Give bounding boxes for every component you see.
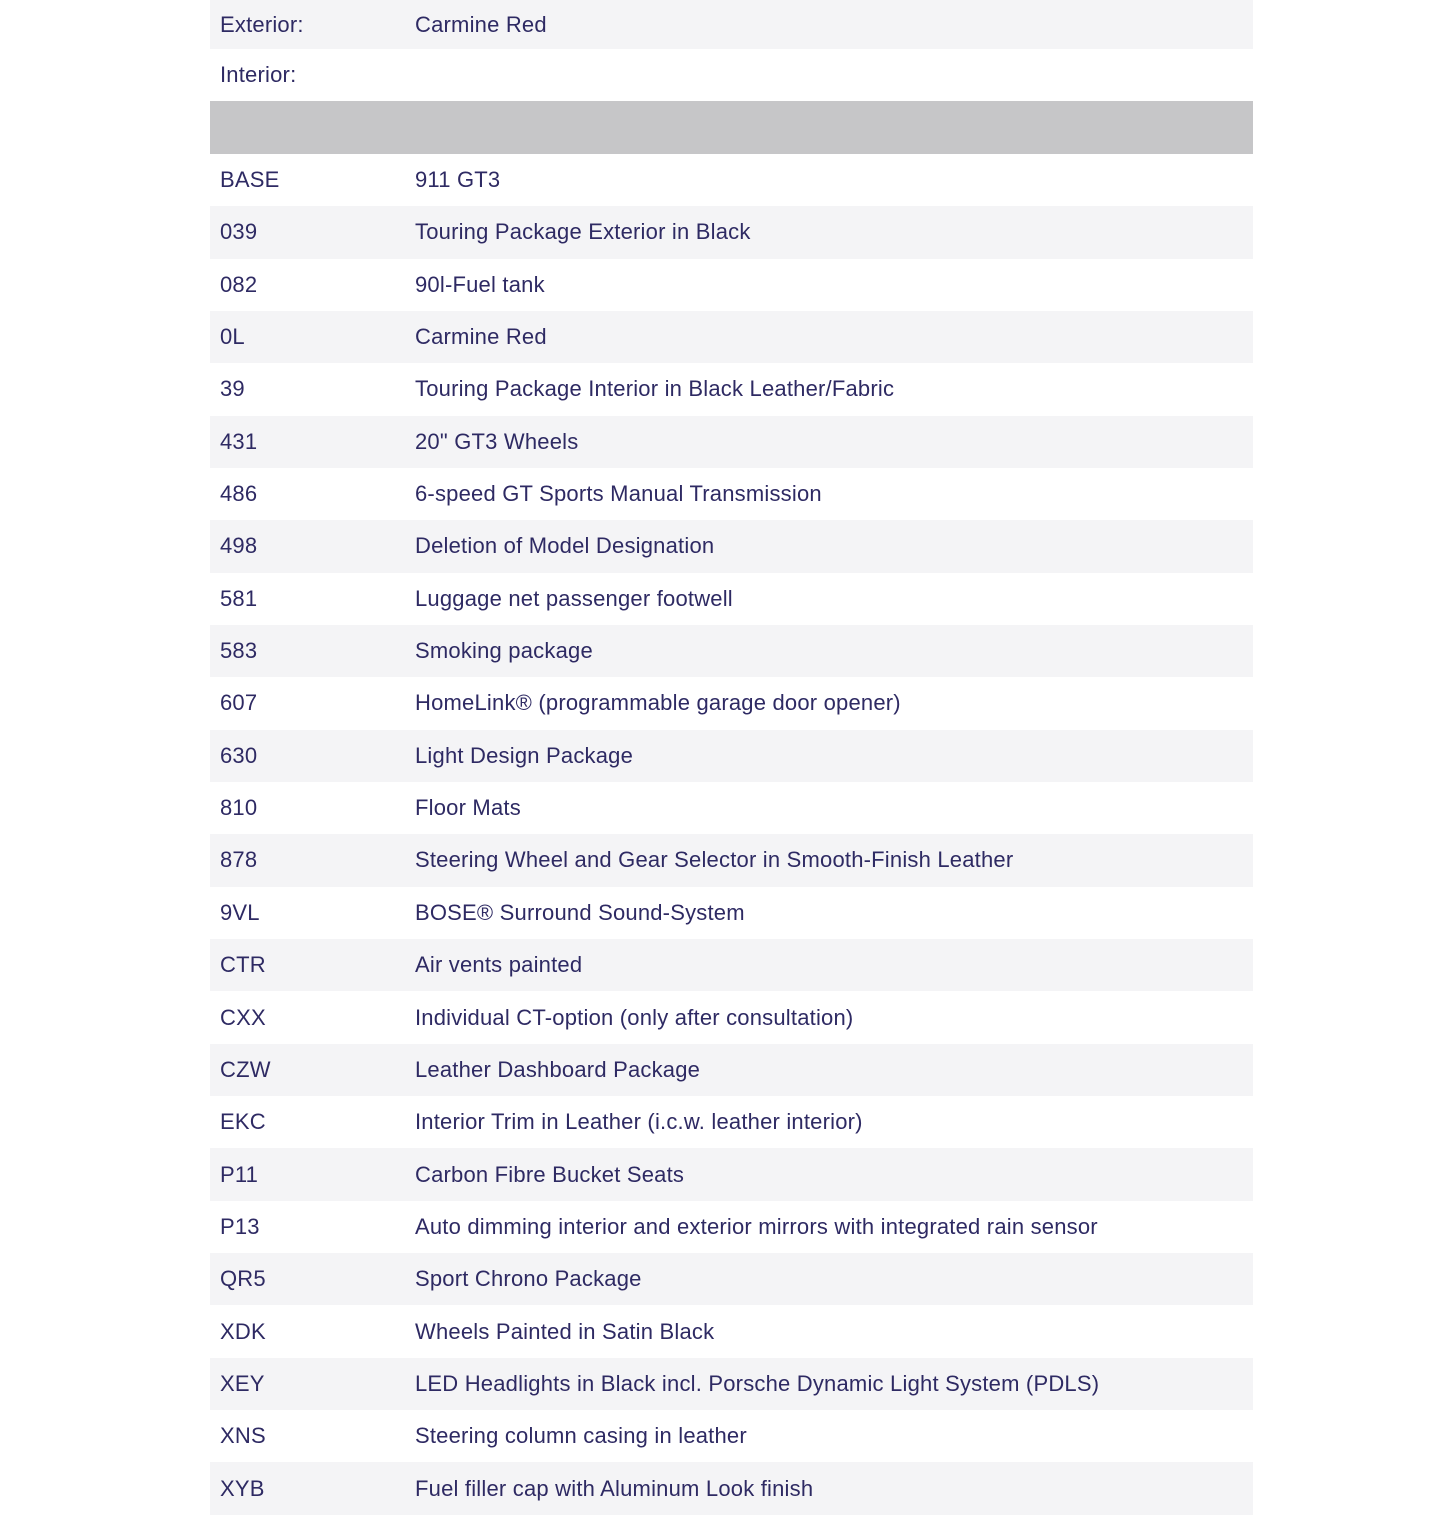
option-description: Floor Mats (415, 795, 521, 821)
option-row (210, 1096, 1253, 1148)
option-description: Luggage net passenger footwell (415, 585, 733, 611)
option-description: Light Design Package (415, 742, 634, 768)
option-code: 498 (220, 533, 258, 559)
option-code: XEY (220, 1370, 265, 1396)
exterior-row (210, 0, 1253, 49)
option-description: Steering column casing in leather (415, 1423, 747, 1449)
option-description: Sport Chrono Package (415, 1266, 642, 1292)
option-row (210, 1148, 1253, 1200)
option-row (210, 416, 1253, 468)
option-code: 630 (220, 742, 258, 768)
exterior-label: Exterior: (220, 11, 304, 37)
option-row (210, 887, 1253, 939)
option-description: Individual CT-option (only after consultation) (415, 1004, 854, 1030)
option-row (210, 573, 1253, 625)
option-description: Interior Trim in Leather (i.c.w. leather interior) (415, 1109, 863, 1135)
option-description: Wheels Painted in Satin Black (415, 1318, 715, 1344)
option-description: Air vents painted (415, 952, 583, 978)
option-code: 082 (220, 271, 258, 297)
interior-row (210, 49, 1253, 101)
option-row (210, 259, 1253, 311)
option-code: XDK (220, 1318, 266, 1344)
interior-label: Interior: (220, 62, 297, 88)
option-row (210, 782, 1253, 834)
option-row (210, 206, 1253, 258)
option-row (210, 939, 1253, 991)
exterior-value: Carmine Red (415, 11, 547, 37)
option-description: Touring Package Exterior in Black (415, 219, 751, 245)
option-row (210, 363, 1253, 415)
option-code: P11 (220, 1161, 259, 1187)
option-description: Smoking package (415, 638, 593, 664)
option-code: 0L (220, 324, 245, 350)
option-rows-container (210, 154, 1253, 1515)
option-description: Deletion of Model Designation (415, 533, 715, 559)
option-row (210, 154, 1253, 206)
option-code: 607 (220, 690, 258, 716)
section-divider-band (210, 101, 1253, 154)
option-code: CXX (220, 1004, 266, 1030)
option-row (210, 677, 1253, 729)
option-description: 20" GT3 Wheels (415, 428, 579, 454)
option-row (210, 730, 1253, 782)
option-row (210, 1410, 1253, 1462)
option-description: HomeLink® (programmable garage door opener) (415, 690, 901, 716)
option-row (210, 834, 1253, 886)
option-row (210, 1201, 1253, 1253)
option-row (210, 991, 1253, 1043)
option-code: 9VL (220, 899, 260, 925)
option-row (210, 1253, 1253, 1305)
option-code: CTR (220, 952, 266, 978)
option-row (210, 1462, 1253, 1514)
option-row (210, 625, 1253, 677)
option-code: 486 (220, 481, 258, 507)
option-code: 878 (220, 847, 258, 873)
option-description: 90l-Fuel tank (415, 271, 545, 297)
option-description: Steering Wheel and Gear Selector in Smooth-Finish Leather (415, 847, 1014, 873)
option-code: BASE (220, 167, 280, 193)
option-description: BOSE® Surround Sound-System (415, 899, 745, 925)
option-description: Auto dimming interior and exterior mirrors with integrated rain sensor (415, 1213, 1098, 1239)
option-row (210, 1305, 1253, 1357)
option-row (210, 311, 1253, 363)
option-row (210, 468, 1253, 520)
option-code: XYB (220, 1475, 265, 1501)
option-code: 431 (220, 428, 258, 454)
option-code: 583 (220, 638, 258, 664)
option-code: EKC (220, 1109, 266, 1135)
vehicle-options-sheet (210, 0, 1253, 1515)
option-row (210, 520, 1253, 572)
option-code: 039 (220, 219, 258, 245)
option-row (210, 1358, 1253, 1410)
option-row (210, 1044, 1253, 1096)
option-description: 6-speed GT Sports Manual Transmission (415, 481, 822, 507)
option-code: QR5 (220, 1266, 266, 1292)
option-code: 810 (220, 795, 258, 821)
option-description: Fuel filler cap with Aluminum Look finish (415, 1475, 814, 1501)
option-description: LED Headlights in Black incl. Porsche Dynamic Light System (PDLS) (415, 1370, 1100, 1396)
option-description: Leather Dashboard Package (415, 1056, 701, 1082)
option-description: 911 GT3 (415, 167, 501, 193)
option-code: 581 (220, 585, 258, 611)
option-code: 39 (220, 376, 245, 402)
option-description: Touring Package Interior in Black Leather/Fabric (415, 376, 895, 402)
option-description: Carmine Red (415, 324, 547, 350)
option-code: P13 (220, 1213, 260, 1239)
option-code: XNS (220, 1423, 266, 1449)
option-description: Carbon Fibre Bucket Seats (415, 1161, 685, 1187)
option-code: CZW (220, 1056, 271, 1082)
